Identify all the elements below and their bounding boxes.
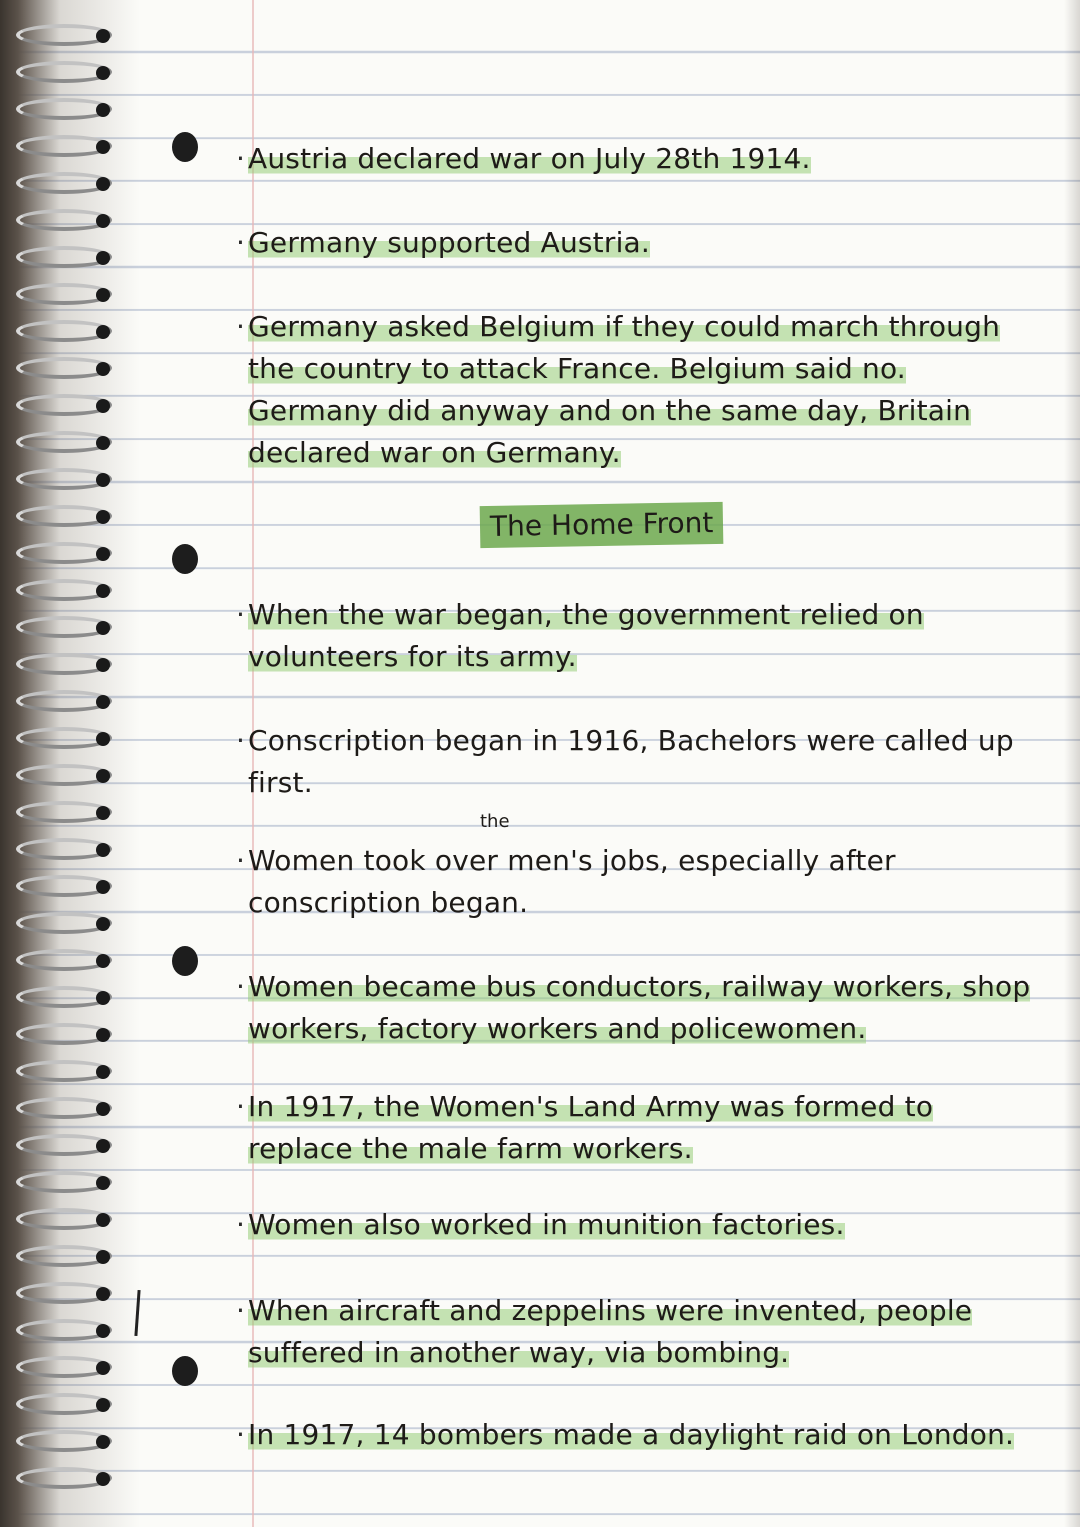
note-item: · Germany supported Austria. [236, 226, 651, 259]
spiral-ring [16, 1282, 112, 1304]
note-text: Women also worked in munition factories. [248, 1208, 845, 1241]
spiral-ring [16, 764, 112, 786]
note-text: In 1917, the Women's Land Army was formed to replace the male farm workers. [248, 1090, 934, 1165]
spiral-ring [16, 468, 112, 490]
note-item: · Conscription began in 1916, Bachelors were called up first. [236, 724, 1014, 799]
spiral-ring [16, 135, 112, 157]
punch-hole [172, 132, 198, 162]
note-item: · In 1917, 14 bombers made a daylight raid on London. [236, 1418, 1015, 1451]
spiral-ring [16, 357, 112, 379]
note-text: Conscription began in 1916, Bachelors were called up first. [248, 724, 1014, 799]
spiral-ring [16, 505, 112, 527]
note-item: · Women took over men's jobs, especially after conscription began. [236, 844, 896, 919]
spiral-ring [16, 320, 112, 342]
spiral-ring [16, 209, 112, 231]
spiral-ring [16, 1430, 112, 1452]
spiral-ring [16, 1171, 112, 1193]
spiral-ring [16, 246, 112, 268]
punch-hole [172, 1356, 198, 1386]
punch-hole [172, 946, 198, 976]
spiral-ring [16, 1023, 112, 1045]
spiral-ring [16, 1208, 112, 1230]
note-item: · Austria declared war on July 28th 1914. [236, 142, 811, 175]
spiral-ring [16, 1245, 112, 1267]
note-text: When aircraft and zeppelins were invented, people suffered in another way, via bombing. [248, 1294, 973, 1369]
spiral-ring [16, 727, 112, 749]
note-text: Germany supported Austria. [248, 226, 651, 259]
spiral-ring [16, 98, 112, 120]
spiral-ring [16, 1134, 112, 1156]
spiral-ring [16, 653, 112, 675]
spiral-ring [16, 1097, 112, 1119]
note-item: · When aircraft and zeppelins were invented, people suffered in another way, via bombing. [236, 1294, 973, 1369]
spiral-ring [16, 801, 112, 823]
note-text: When the war began, the government relied on volunteers for its army. [248, 598, 924, 673]
note-item: · When the war began, the government relied on volunteers for its army. [236, 598, 924, 673]
note-text: In 1917, 14 bombers made a daylight raid on London. [248, 1418, 1015, 1451]
spiral-ring [16, 616, 112, 638]
spiral-ring [16, 24, 112, 46]
spiral-ring [16, 912, 112, 934]
spiral-ring [16, 61, 112, 83]
note-item: · In 1917, the Women's Land Army was formed to replace the male farm workers. [236, 1090, 934, 1165]
spiral-ring [16, 1467, 112, 1489]
note-text: Women became bus conductors, railway workers, shop workers, factory workers and policewomen. [248, 970, 1031, 1045]
punch-hole [172, 544, 198, 574]
inserted-word: the [480, 811, 510, 832]
spiral-ring [16, 949, 112, 971]
spiral-ring [16, 394, 112, 416]
spiral-ring [16, 838, 112, 860]
spiral-ring [16, 1393, 112, 1415]
spiral-ring [16, 542, 112, 564]
spiral-ring [16, 1356, 112, 1378]
section-heading: The Home Front [480, 502, 724, 548]
spiral-ring [16, 875, 112, 897]
spiral-ring [16, 283, 112, 305]
spiral-ring [16, 986, 112, 1008]
spiral-ring [16, 172, 112, 194]
note-item: · Women became bus conductors, railway workers, shop workers, factory workers and policewomen. [236, 970, 1031, 1045]
note-item: · Women also worked in munition factories. [236, 1208, 845, 1241]
spiral-ring [16, 690, 112, 712]
spiral-binding [0, 0, 140, 1527]
spiral-ring [16, 1319, 112, 1341]
note-text: Germany asked Belgium if they could march through the country to attack France. Belgium said no. Germany did anyway and on the same day, Britain declared war on Germany. [248, 310, 1001, 469]
note-item: · Germany asked Belgium if they could march through the country to attack France. Belgium said no. Germany did anyway and on the same day, Britain declared war on Germany. [236, 310, 1001, 469]
note-text: Austria declared war on July 28th 1914. [248, 142, 811, 175]
spiral-ring [16, 431, 112, 453]
spiral-ring [16, 1060, 112, 1082]
note-text: Women took over men's jobs, especially after conscription began. [248, 844, 896, 919]
spiral-ring [16, 579, 112, 601]
